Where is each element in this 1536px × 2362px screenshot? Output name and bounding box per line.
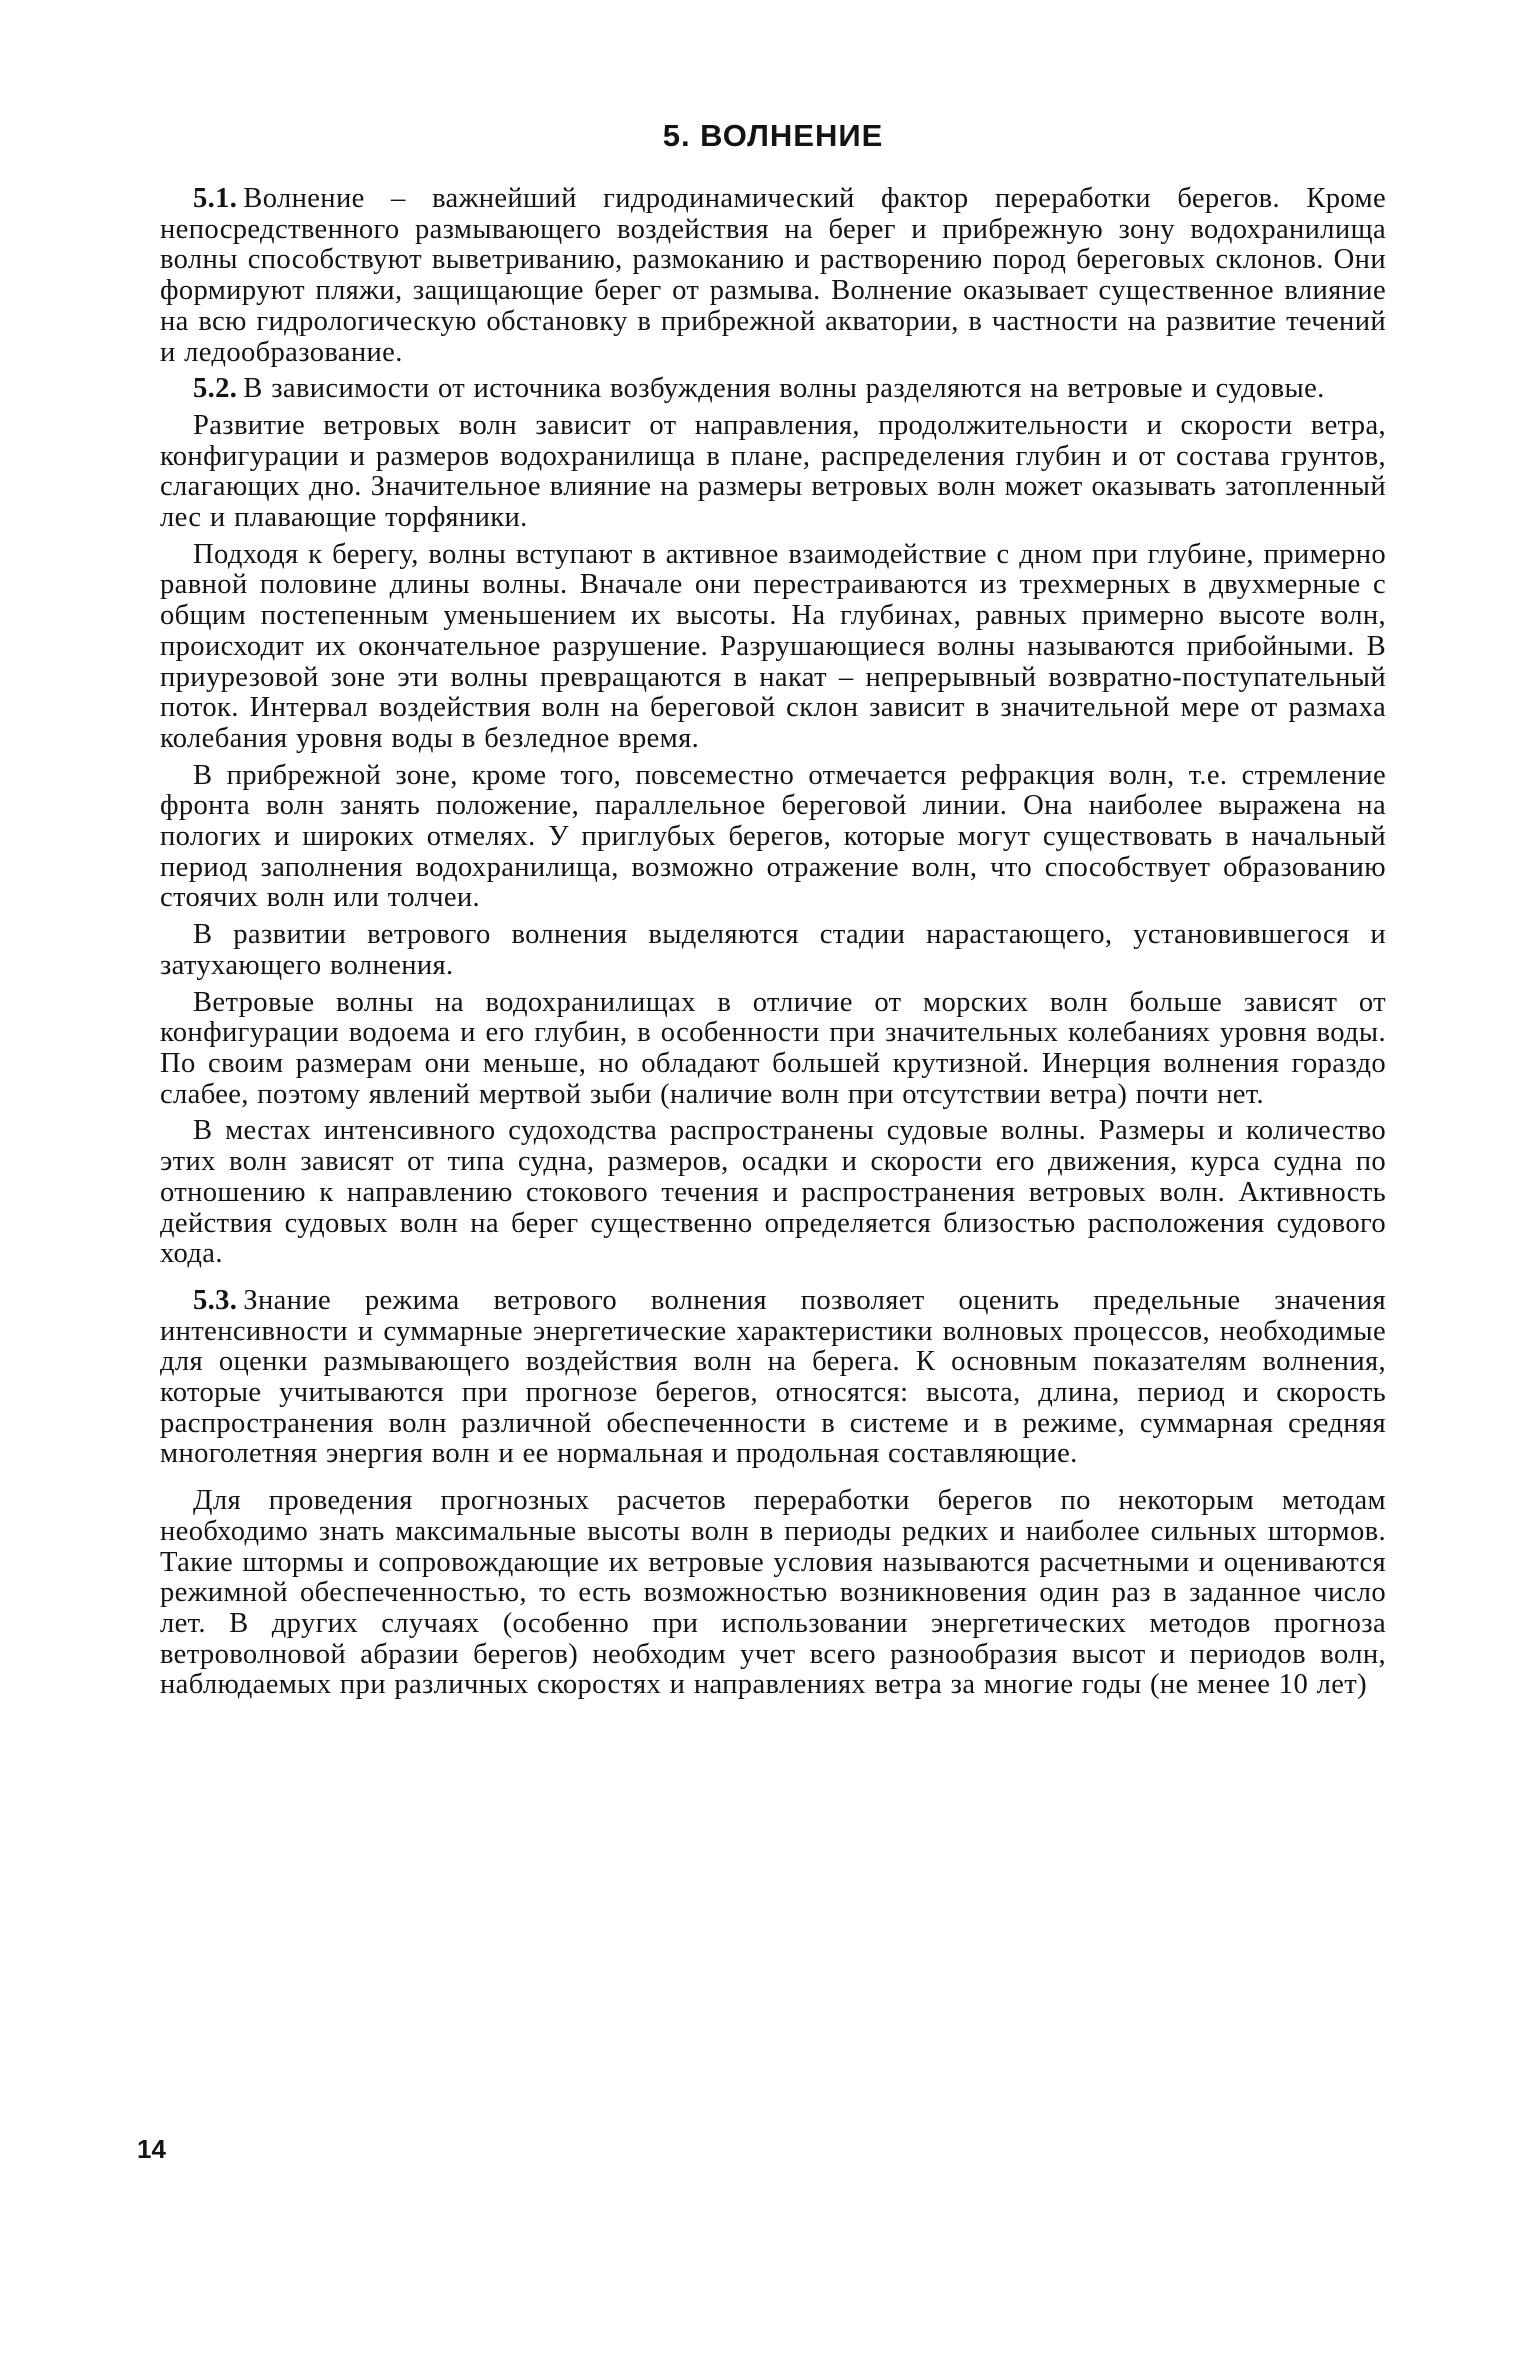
paragraph-approaching-shore [160,540,1386,755]
paragraph-text: Волнение – важнейший гидродинамический фактор переработки берегов. Кроме непосредственного размывающего воздействия на берег и прибрежную зону водохранилища волны способствуют выветриванию, размоканию и растворению пород береговых склонов. Они формируют пляжи, защищающие берег от размыва. Волнение оказывает существенное влияние на всю гидрологическую обстановку в прибрежной акватории, в частности на развитие течений и ледообразование. [160,183,1386,368]
paragraph-forecast [160,1486,1386,1701]
paragraph-5-2 [160,374,1386,405]
paragraph-refraction [160,761,1386,915]
paragraph-number: 5.3. [193,1284,238,1316]
paragraph-text: В прибрежной зоне, кроме того, повсеместно отмечается рефракция волн, т.е. стремление фронта волн занять положение, параллельное береговой линии. Она наиболее выражена на пологих и широких отмелях. У приглубых берегов, которые могут существовать в начальный период заполнения водохранилища, возможно отражение волн, что способствует образованию стоячих волн или толчеи. [160,759,1386,914]
paragraph-text: В местах интенсивного судоходства распространены судовые волны. Размеры и количество этих волн зависят от типа судна, размеров, осадки и скорости его движения, курса судна по отношению к направлению стокового течения и распространения ветровых волн. Активность действия судовых волн на берег существенно определяется близостью расположения судового хода. [160,1115,1386,1270]
page-number: 14 [137,2134,166,2164]
paragraph-number: 5.1. [193,183,238,214]
paragraph-text: Развитие ветровых волн зависит от направления, продолжительности и скорости ветра, конфигурации и размеров водохранилища в плане, распределения глубин и от состава грунтов, слагающих дно. Значительное влияние на размеры ветровых волн может оказывать затопленный лес и плавающие торфяники. [160,409,1386,534]
paragraph-text: В развитии ветрового волнения выделяются стадии нарастающего, установившегося и затухающего волнения. [160,919,1386,981]
paragraph-text: Подходя к берегу, волны вступают в активное взаимодействие с дном при глубине, примерно равной половине длины волны. Вначале они перестраиваются из трехмерных в двухмерные с общим постепенным уменьшением их высоты. На глубинах, равных примерно высоте волн, происходит их окончательное разрушение. Разрушающиеся волны называются прибойными. В приурезовой зоне эти волны превращаются в накат – непрерывный возвратно-поступательный поток. Интервал воздействия волн на береговой склон зависит в значительной мере от размаха колебания уровня воды в безледное время. [160,538,1386,754]
paragraph-text: Знание режима ветрового волнения позволяет оценить предельные значения интенсивности и суммарные энергетические характеристики волновых процессов, необходимые для оценки размывающего воздействия волн на берега. К основным показателям волнения, которые учитываются при прогнозе берегов, относятся: высота, длина, период и скорость распространения волн различной обеспеченности в системе и в режиме, суммарная средняя многолетняя энергия волн и ее нормальная и продольная составляющие. [160,1284,1386,1470]
paragraph-text: Для проведения прогнозных расчетов переработки берегов по некоторым методам необходимо знать максимальные высоты волн в периоды редких и наиболее сильных штормов. Такие штормы и сопровождающие их ветровые условия называются расчетными и оцениваются режимной обеспеченностью, то есть возможностью возникновения один раз в заданное число лет. В других случаях (особенно при использовании энергетических методов прогноза ветроволновой абразии берегов) необходим учет всего разнообразия высот и периодов волн, наблюдаемых при различных скоростях и направлениях ветра за многие годы (не менее 10 лет) [160,1485,1386,1701]
paragraph-5-3 [160,1286,1386,1470]
paragraph-text: В зависимости от источника возбуждения волны разделяются на ветровые и судовые. [243,373,1325,405]
page-body [160,118,1386,1707]
paragraph-5-1 [160,184,1386,368]
paragraph-stages [160,920,1386,981]
paragraph-ship-waves [160,1116,1386,1270]
paragraph-wind-waves [160,411,1386,534]
paragraph-reservoir-waves [160,988,1386,1111]
paragraph-number: 5.2. [193,373,238,405]
paragraph-text: Ветровые волны на водохранилищах в отличие от морских волн больше зависят от конфигурации водоема и его глубин, в особенности при значительных колебаниях уровня воды. По своим размерам они меньше, но обладают большей крутизной. Инерция волнения гораздо слабее, поэтому явлений мертвой зыби (наличие волн при отсутствии ветра) почти нет. [160,986,1386,1110]
section-title: 5. ВОЛНЕНИЕ [662,118,884,153]
